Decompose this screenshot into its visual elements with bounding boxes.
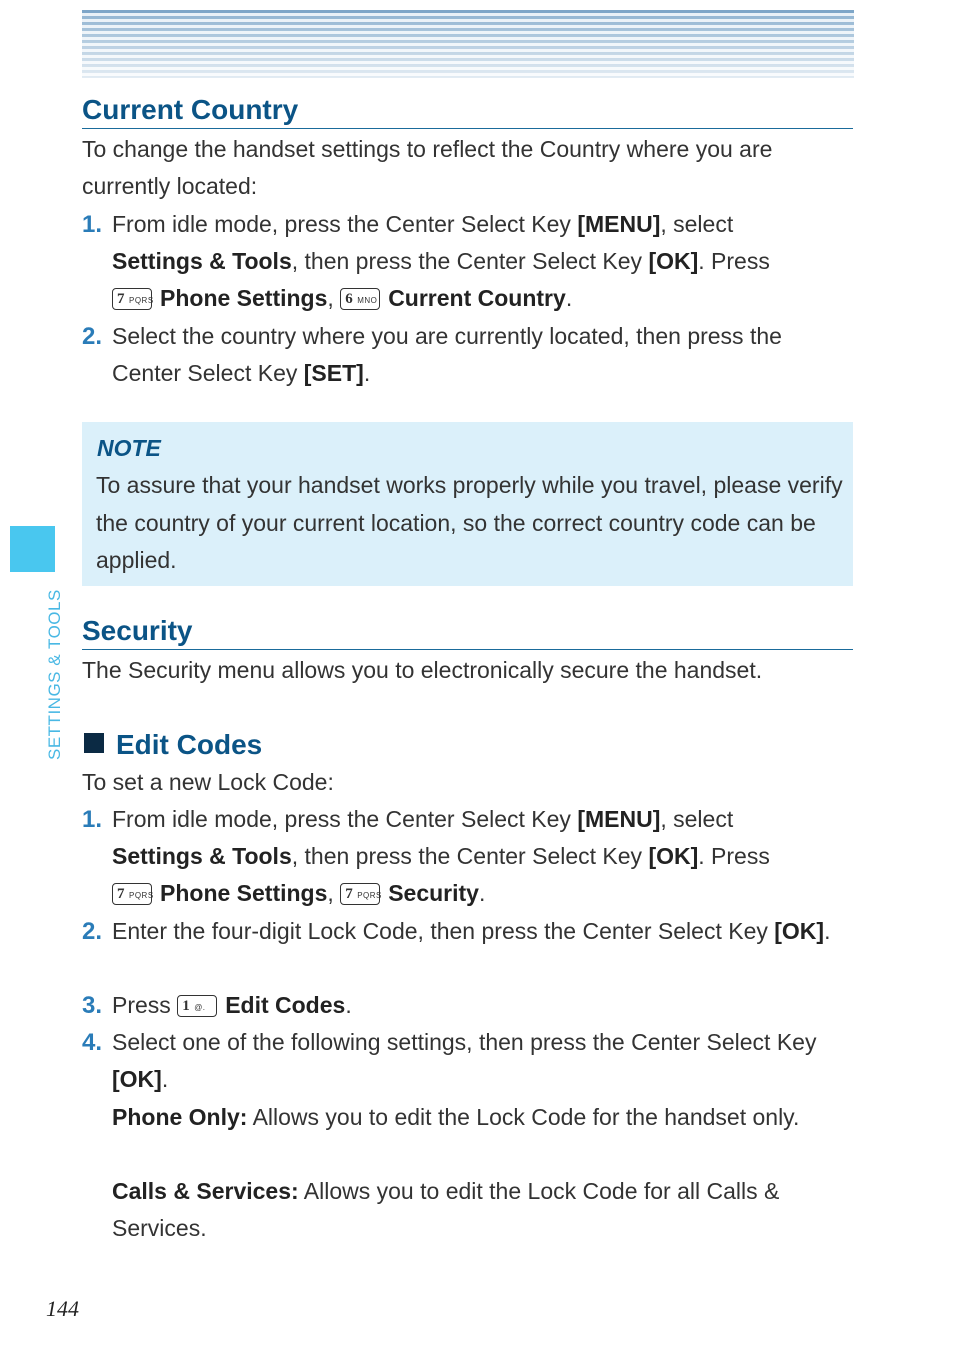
step-text: Select one of the following settings, then press the Center Select Key [OK].: [112, 1029, 817, 1093]
step-number: 4.: [82, 1029, 103, 1056]
note-body: To assure that your handset works properly while you travel, please verify the country of your current location, so the correct country code can be applied.: [96, 472, 843, 573]
key-1-icon: 1 @.: [177, 995, 217, 1017]
option-phone-only: Phone Only: Allows you to edit the Lock Code for the handset only.: [112, 1104, 800, 1130]
edit-codes-step-3: [82, 987, 862, 1025]
step-text: Press 1 @. Edit Codes.: [112, 992, 352, 1018]
edit-codes-step-4: [82, 1024, 862, 1099]
step-text: From idle mode, press the Center Select Key [MENU], select Settings & Tools, then press the Center Select Key [OK]. Press 7 PQRS Phone Settings, 6 MNO Current Country.: [112, 211, 770, 312]
security-intro: The Security menu allows you to electronically secure the handset.: [82, 657, 763, 683]
option-calls-services: Calls & Services: Allows you to edit the Lock Code for all Calls & Services.: [112, 1178, 780, 1242]
side-tab-marker: [10, 526, 55, 572]
key-7-icon: 7 PQRS: [112, 883, 152, 905]
step-text: Enter the four-digit Lock Code, then press the Center Select Key [OK].: [112, 918, 831, 944]
side-section-label: SETTINGS & TOOLS: [45, 589, 64, 760]
current-country-step-2: [82, 318, 862, 393]
key-6-icon: 6 MNO: [340, 288, 380, 310]
page-number: 144: [46, 1296, 79, 1321]
step-number: 2.: [82, 323, 103, 350]
square-bullet-icon: [84, 733, 104, 753]
key-7-icon: 7 PQRS: [112, 288, 152, 310]
section-title-current-country: Current Country: [82, 92, 853, 129]
current-country-step-1: [82, 206, 862, 318]
edit-codes-intro: To set a new Lock Code:: [82, 769, 334, 795]
step-number: 2.: [82, 918, 103, 945]
step-text: Select the country where you are currently located, then press the Center Select Key [SET].: [112, 323, 782, 387]
header-stripes: [82, 10, 854, 78]
edit-codes-step-1: [82, 801, 862, 913]
step-text: From idle mode, press the Center Select Key [MENU], select Settings & Tools, then press the Center Select Key [OK]. Press 7 PQRS Phone Settings, 7 PQRS Security.: [112, 806, 770, 907]
header-stripe-line: [82, 10, 854, 13]
section-title-security: Security: [82, 613, 853, 650]
step-number: 1.: [82, 211, 103, 238]
key-7-icon: 7 PQRS: [340, 883, 380, 905]
edit-codes-step-2: [82, 913, 862, 988]
step-number: 1.: [82, 806, 103, 833]
step-number: 3.: [82, 992, 103, 1019]
subsection-title-edit-codes: Edit Codes: [84, 727, 262, 763]
note-title: NOTE: [97, 435, 161, 461]
current-country-intro: To change the handset settings to reflect the Country where you are currently located:: [82, 136, 773, 200]
